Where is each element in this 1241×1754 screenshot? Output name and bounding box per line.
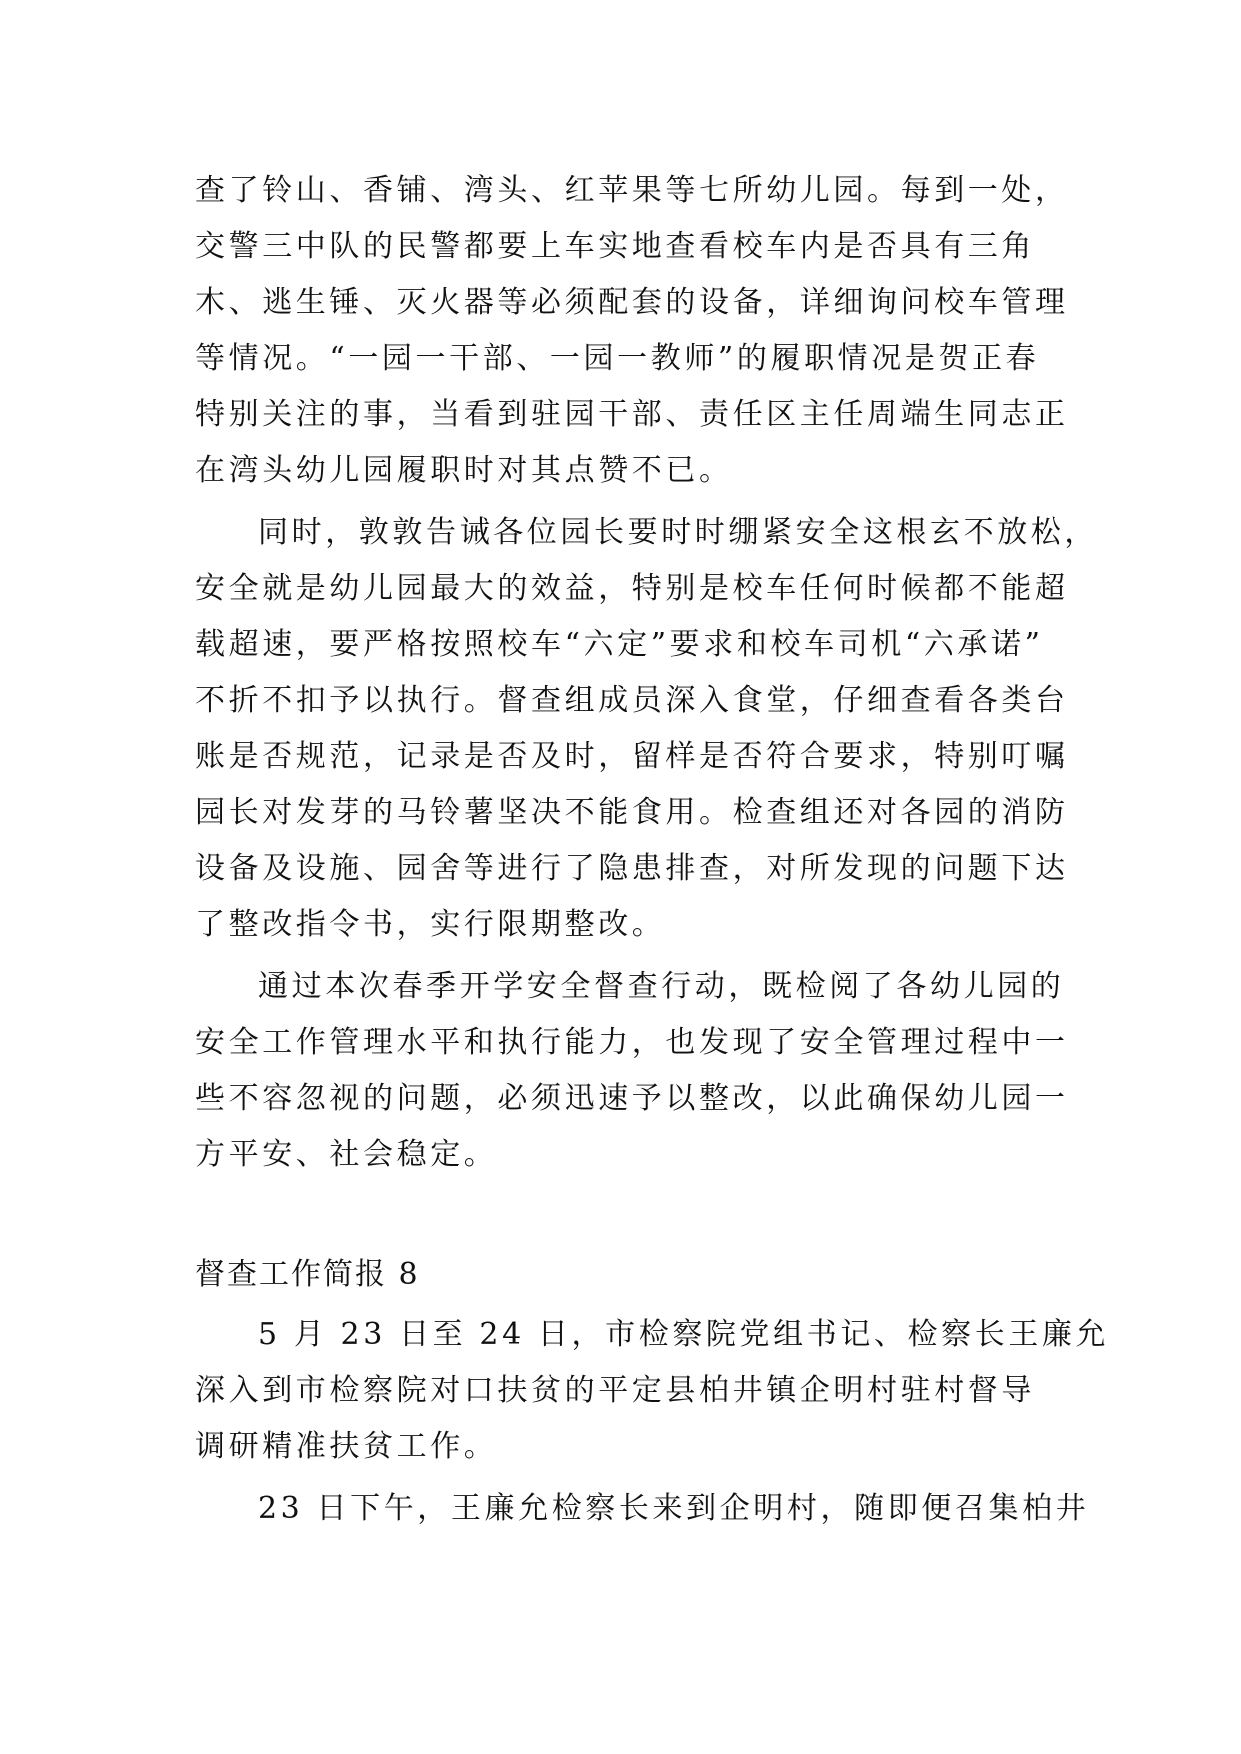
paragraph-line: 账是否规范，记录是否及时，留样是否符合要求，特别叮嘱 xyxy=(195,739,1069,774)
paragraph-line: 安全就是幼儿园最大的效益，特别是校车任何时候都不能超 xyxy=(195,571,1069,606)
paragraph-line: 交警三中队的民警都要上车实地查看校车内是否具有三角 xyxy=(195,229,1035,264)
paragraph-line: 设备及设施、园舍等进行了隐患排查，对所发现的问题下达 xyxy=(195,851,1069,886)
paragraph-line: 5 月 23 日至 24 日，市检察院党组书记、检察长王廉允 xyxy=(258,1317,1110,1352)
paragraph-line: 23 日下午，王廉允检察长来到企明村，随即便召集柏井 xyxy=(258,1491,1090,1526)
paragraph-line: 同时，敦敦告诫各位园长要时时绷紧安全这根玄不放松， xyxy=(258,515,1098,550)
paragraph-line: 通过本次春季开学安全督查行动，既检阅了各幼儿园的 xyxy=(258,969,1065,1004)
paragraph-line: 在湾头幼儿园履职时对其点赞不已。 xyxy=(195,453,733,488)
paragraph-line: 些不容忽视的问题，必须迅速予以整改，以此确保幼儿园一 xyxy=(195,1081,1069,1116)
paragraph-line: 载超速，要严格按照校车“六定”要求和校车司机“六承诺” xyxy=(195,627,1044,662)
paragraph-line: 查了铃山、香铺、湾头、红苹果等七所幼儿园。每到一处， xyxy=(195,173,1069,208)
paragraph-line: 方平安、社会稳定。 xyxy=(195,1137,498,1172)
paragraph-line: 木、逃生锤、灭火器等必须配套的设备，详细询问校车管理 xyxy=(195,285,1069,320)
paragraph-line: 不折不扣予以执行。督查组成员深入食堂，仔细查看各类台 xyxy=(195,683,1069,718)
paragraph-line: 园长对发芽的马铃薯坚决不能食用。检查组还对各园的消防 xyxy=(195,795,1069,830)
paragraph-line: 特别关注的事，当看到驻园干部、责任区主任周端生同志正 xyxy=(195,397,1069,432)
paragraph-line: 等情况。“一园一干部、一园一教师”的履职情况是贺正春 xyxy=(195,341,1040,376)
paragraph-line: 深入到市检察院对口扶贫的平定县柏井镇企明村驻村督导 xyxy=(195,1373,1035,1408)
paragraph-line: 安全工作管理水平和执行能力，也发现了安全管理过程中一 xyxy=(195,1025,1069,1060)
paragraph-line: 了整改指令书，实行限期整改。 xyxy=(195,907,666,942)
paragraph-line: 调研精准扶贫工作。 xyxy=(195,1429,498,1464)
section-heading: 督查工作简报 8 xyxy=(195,1257,420,1292)
